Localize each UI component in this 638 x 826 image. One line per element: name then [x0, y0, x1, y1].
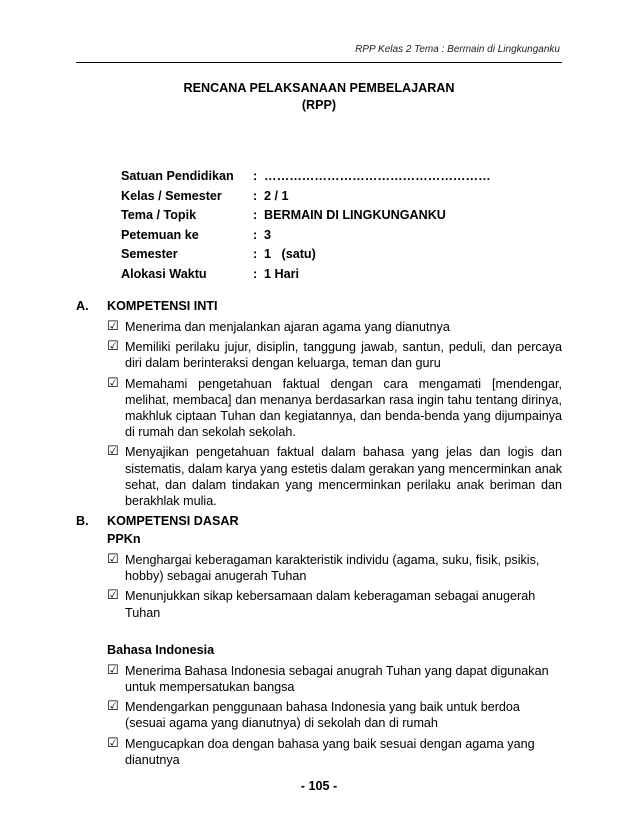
section-title: KOMPETENSI DASAR [107, 514, 239, 528]
list-item [107, 319, 562, 335]
running-header: RPP Kelas 2 Tema : Bermain di Lingkunganku [355, 44, 560, 55]
info-row [121, 167, 491, 187]
info-row [121, 226, 491, 246]
list-item [107, 552, 562, 584]
checklist [107, 552, 562, 621]
checkbox-checked-icon: ☑ [107, 375, 119, 391]
title-line-2: (RPP) [301, 98, 337, 112]
info-colon: : [253, 188, 258, 203]
list-item-text: Memahami pengetahuan faktual dengan cara mengamati [mendengar, melihat, membaca] dan menanya berdasarkan rasa ingin tahu tentang dirinya, makhluk ciptaan Tuhan dan kegiatannya, dan benda-benda yang dijumpainya di rumah dan sekolah sekolah. [125, 376, 562, 440]
checkbox-checked-icon: ☑ [107, 319, 119, 334]
header-rule [76, 62, 562, 63]
section-kompetensi-dasar [76, 512, 562, 768]
info-value: 3 [264, 227, 272, 242]
info-value: BERMAIN DI LINGKUNGANKU [264, 208, 446, 223]
info-label: Tema / Topik [121, 208, 197, 223]
list-item [107, 699, 562, 731]
section-title: KOMPETENSI INTI [107, 299, 218, 313]
list-item-text: Menghargai keberagaman karakteristik individu (agama, suku, fisik, psikis, hobby) sebagai anugerah Tuhan [125, 553, 540, 584]
identity-table [121, 167, 491, 285]
section-heading [76, 297, 562, 315]
checkbox-checked-icon: ☑ [107, 662, 119, 678]
info-row [121, 206, 491, 226]
checkbox-checked-icon: ☑ [107, 444, 119, 460]
info-label: Petemuan ke [121, 227, 199, 242]
list-item [107, 663, 562, 695]
list-item [107, 444, 562, 509]
info-colon: : [253, 208, 258, 223]
section-letter: B. [76, 514, 89, 528]
list-item [107, 339, 562, 371]
checkbox-checked-icon: ☑ [107, 339, 119, 355]
list-item-text: Menunjukkan sikap kebersamaan dalam keberagaman sebagai anugerah Tuhan [125, 589, 536, 620]
info-label: Kelas / Semester [121, 188, 222, 203]
info-colon: : [253, 169, 258, 183]
info-label: Alokasi Waktu [121, 266, 207, 281]
list-item-text: Menerima Bahasa Indonesia sebagai anugrah Tuhan yang dapat digunakan untuk mempersatukan bangsa [125, 663, 549, 695]
info-value: 2 / 1 [264, 188, 289, 203]
info-value: 1 (satu) [264, 247, 316, 262]
checklist [107, 319, 562, 509]
info-colon: : [253, 266, 258, 281]
subsection-title-ppkn: PPKn [107, 532, 141, 546]
document-title [76, 80, 562, 114]
info-value: 1 Hari [264, 266, 300, 281]
info-label: Semester [121, 247, 178, 262]
list-item-text: Menyajikan pengetahuan faktual dalam bahasa yang jelas dan logis dan sistematis, dalam karya yang estetis dalam gerakan yang mencerminkan anak sehat, dan dalam tindakan yang mencerminkan perilaku anak beriman dan berakhlak mulia. [125, 445, 562, 509]
title-line-1: RENCANA PELAKSANAAN PEMBELAJARAN [183, 81, 455, 95]
info-colon: : [253, 247, 258, 262]
info-row [121, 187, 491, 207]
section-heading [76, 512, 562, 530]
info-value: ……………………………………………… [264, 169, 491, 183]
section-kompetensi-inti [76, 297, 562, 509]
checkbox-checked-icon: ☑ [107, 552, 119, 567]
info-row [121, 245, 491, 265]
list-item [107, 588, 562, 620]
subsection-title-bahasa-indonesia: Bahasa Indonesia [107, 642, 215, 657]
list-item-text: Mendengarkan penggunaan bahasa Indonesia yang baik untuk berdoa (sesuai agama yang dianutnya) di sekolah dan di rumah [125, 700, 520, 731]
checkbox-checked-icon: ☑ [107, 588, 119, 604]
info-row [121, 265, 491, 285]
list-item-text: Menerima dan menjalankan ajaran agama yang dianutnya [125, 320, 450, 334]
info-colon: : [253, 227, 258, 242]
list-item-text: Mengucapkan doa dengan bahasa yang baik sesuai dengan agama yang dianutnya [125, 736, 535, 767]
checklist [107, 663, 562, 768]
list-item [107, 376, 562, 441]
page-number: - 105 - [300, 779, 338, 793]
checkbox-checked-icon: ☑ [107, 735, 119, 751]
list-item [107, 736, 562, 768]
checkbox-checked-icon: ☑ [107, 699, 119, 715]
info-label: Satuan Pendidikan [121, 169, 234, 183]
list-item-text: Memiliki perilaku jujur, disiplin, tanggung jawab, santun, peduli, dan percaya diri dalam berinteraksi dengan keluarga, teman dan guru [125, 340, 562, 371]
section-letter: A. [76, 299, 89, 313]
